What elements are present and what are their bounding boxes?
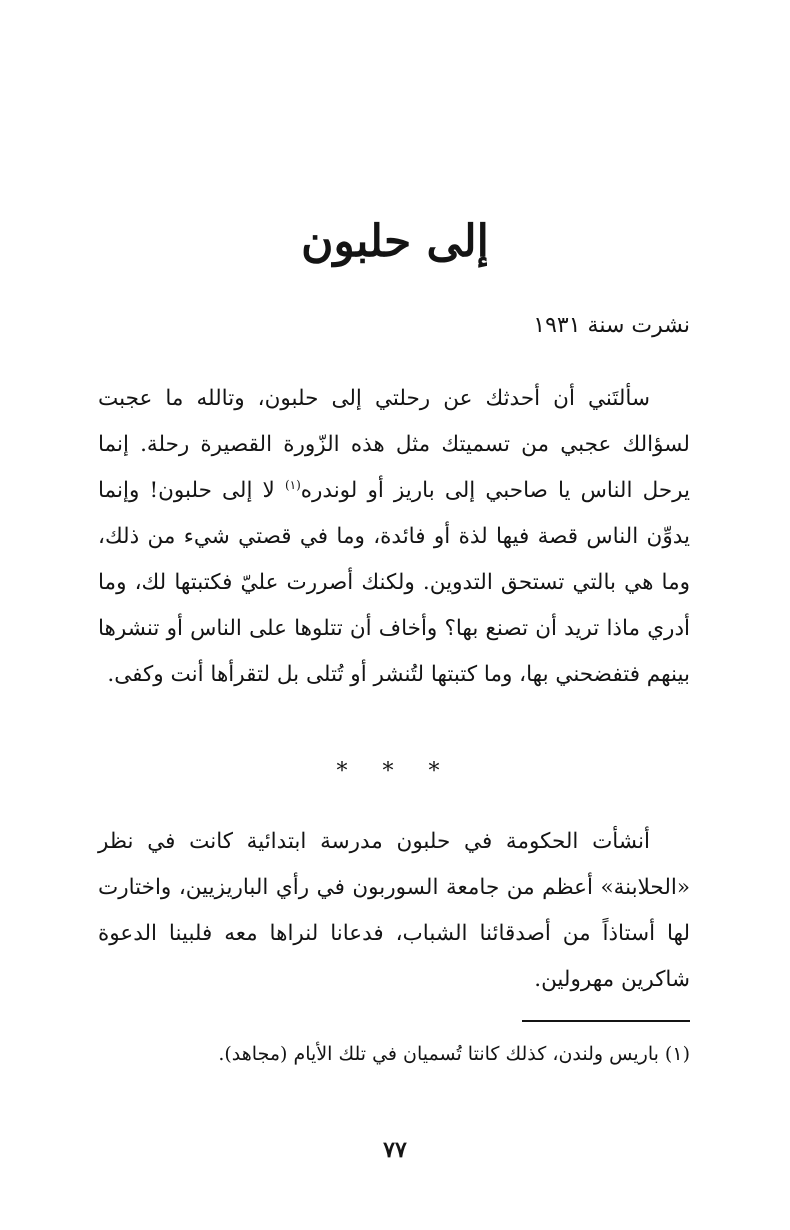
chapter-title: إلى حلبون: [301, 216, 489, 267]
publication-note: نشرت سنة ١٩٣١: [533, 313, 690, 338]
paragraph-second-text: أنشأت الحكومة في حلبون مدرسة ابتدائية كانت في نظر «الحلابنة» أعظم من جامعة السوربون في رأي الباريزيين، واختارت لها أستاذاً من أصدقائنا الشباب، فدعانا لنراها معه فلبينا الدعوة شاكرين مهرولين.: [98, 829, 690, 992]
page-number: ٧٧: [383, 1137, 407, 1163]
footnote: (١) باريس ولندن، كذلك كانتا تُسميان في تلك الأيام (مجاهد).: [218, 1043, 690, 1065]
footnote-rule: [522, 1020, 690, 1022]
paragraph-first-text-a: سألتَني أن أحدثك عن رحلتي إلى حلبون، وتالله ما عجبت لسؤالك عجبي من تسميتك مثل هذه الزّورة القصيرة رحلة. إنما يرحل الناس يا صاحبي إلى باريز أو لوندره: [98, 386, 690, 503]
paragraph-second: [98, 819, 690, 1003]
paragraph-first: [98, 376, 690, 698]
footnote-reference: (١): [284, 477, 301, 492]
paragraph-first-text-b: لا إلى حلبون! وإنما يدوِّن الناس قصة فيها لذة أو فائدة، وما في قصتي شيء من ذلك، وما هي بالتي تستحق التدوين. ولكنك أصررت عليّ فكتبتها لك، وما أدري ماذا تريد أن تصنع بها؟ وأخاف أن تتلوها على الناس أو تنشرها بينهم فتفضحني بها، وما كتبتها لتُنشر أو تُتلى بل لتقرأها أنت وكفى.: [98, 478, 690, 687]
section-separator: * * *: [336, 759, 454, 784]
